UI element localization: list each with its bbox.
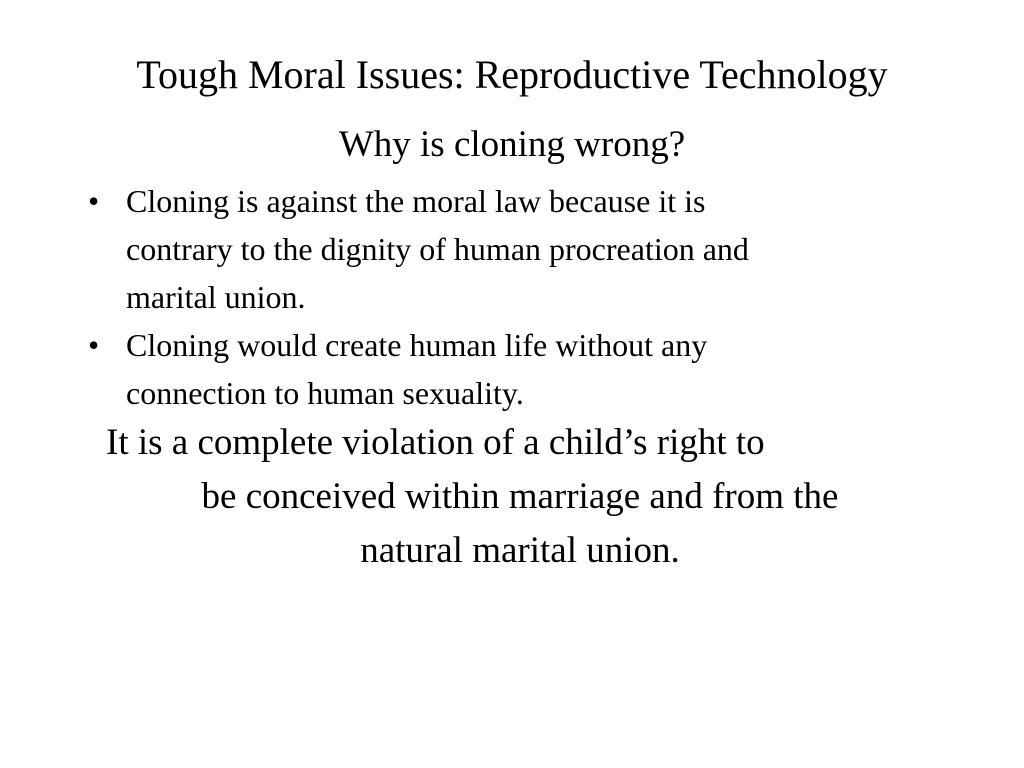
slide-subtitle: Why is cloning wrong? [338,124,686,165]
conclusion-line: be conceived within marriage and from the [201,476,839,517]
bullet-item [86,321,916,417]
bullet-marker: • [88,183,100,219]
conclusion-line: natural marital union. [360,530,680,571]
bullet-line: marital union. [126,279,306,315]
bullet-line: Cloning is against the moral law because it is [126,183,706,219]
slide-title: Tough Moral Issues: Reproductive Technology [136,52,888,97]
conclusion-statement [100,416,940,578]
conclusion-line: It is a complete violation of a child’s right to [106,422,765,463]
bullet-line: contrary to the dignity of human procreation and [126,231,749,267]
bullet-line: Cloning would create human life without any [126,327,708,363]
bullet-list [86,177,916,417]
bullet-item [86,177,916,321]
bullet-marker: • [88,327,100,363]
bullet-line: connection to human sexuality. [126,375,524,411]
